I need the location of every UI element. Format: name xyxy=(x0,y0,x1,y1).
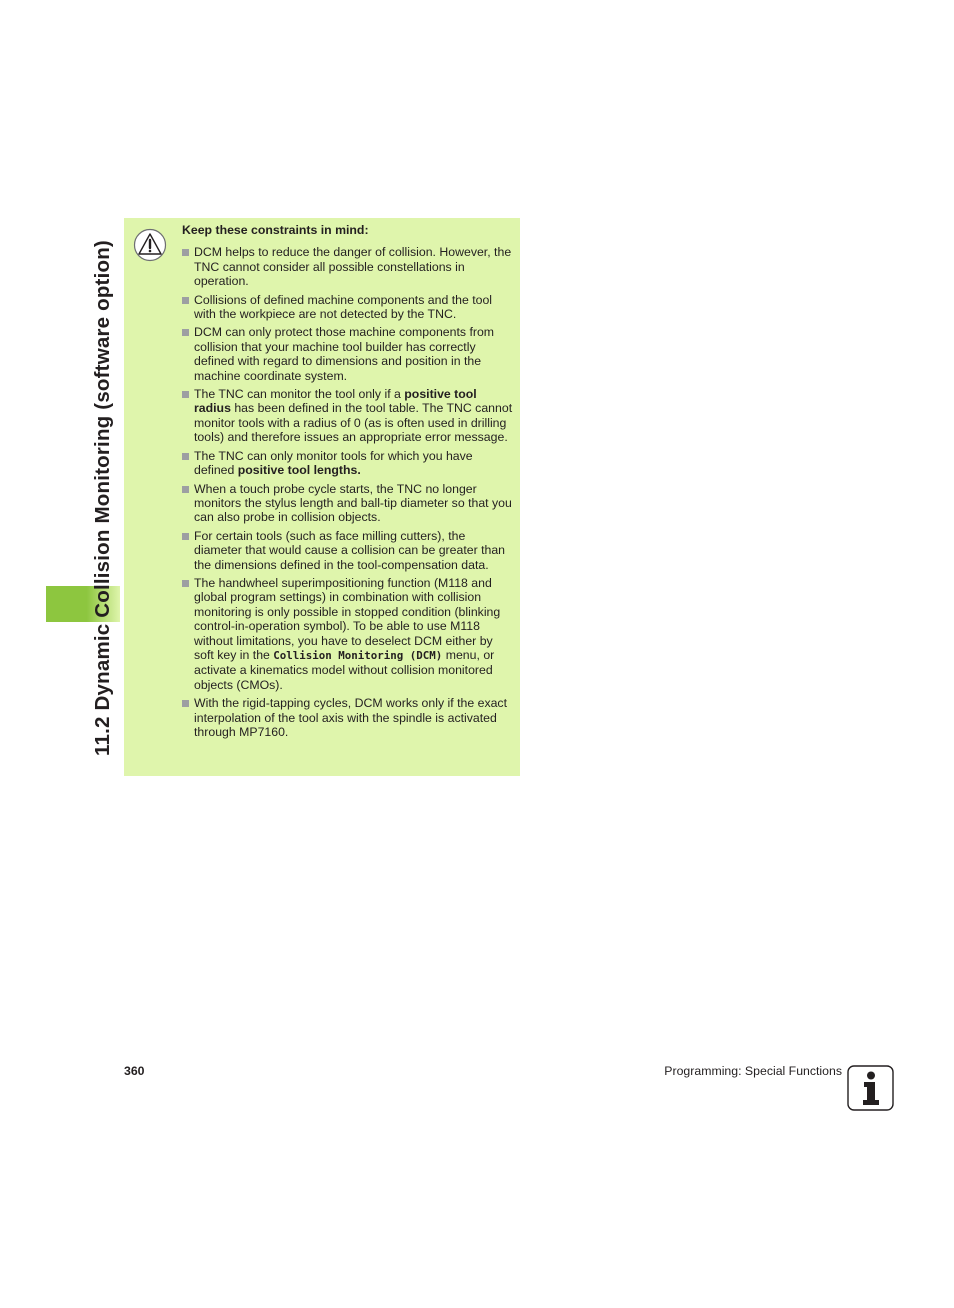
square-bullet-icon xyxy=(182,329,189,336)
constraint-list xyxy=(182,245,514,739)
list-item: The handwheel superimpositioning function (M118 and global program settings) in combination with collision monitoring is only possible in stopped condition (blinking control-in-operation symbol). To be able to use M118 without limitations, you have to deselect DCM either by soft key in the Collision Monitoring (DCM) menu, or activate a kinematics model without collision monitored objects (CMOs). xyxy=(182,576,514,692)
list-item: DCM can only protect those machine components from collision that your machine tool builder has correctly defined with regard to dimensions and position in the machine coordinate system. xyxy=(182,325,514,383)
list-item: The TNC can monitor the tool only if a positive tool radius has been defined in the tool table. The TNC cannot monitor tools with a radius of 0 (as is often used in drilling tools) and therefore issues an appropriate error message. xyxy=(182,387,514,445)
list-item: Collisions of defined machine components and the tool with the workpiece are not detected by the TNC. xyxy=(182,293,514,322)
warning-triangle-icon xyxy=(133,228,167,262)
emphasis-text: positive tool lengths. xyxy=(237,463,361,478)
note-content xyxy=(182,223,514,743)
chapter-title-footer: Programming: Special Functions xyxy=(664,1064,842,1078)
info-icon xyxy=(847,1065,894,1111)
square-bullet-icon xyxy=(182,453,189,460)
square-bullet-icon xyxy=(182,297,189,304)
list-item: For certain tools (such as face milling cutters), the diameter that would cause a collision can be greater than the dimensions defined in the tool-compensation data. xyxy=(182,529,514,572)
page-number: 360 xyxy=(124,1064,145,1078)
list-item: DCM helps to reduce the danger of collision. However, the TNC cannot consider all possible constellations in operation. xyxy=(182,245,514,288)
list-item: With the rigid-tapping cycles, DCM works only if the exact interpolation of the tool axis with the spindle is activated through MP7160. xyxy=(182,696,514,739)
square-bullet-icon xyxy=(182,700,189,707)
square-bullet-icon xyxy=(182,249,189,256)
emphasis-text: positive tool radius xyxy=(194,387,477,416)
square-bullet-icon xyxy=(182,533,189,540)
square-bullet-icon xyxy=(182,580,189,587)
softkey-name: Collision Monitoring (DCM) xyxy=(273,648,443,662)
list-item: The TNC can only monitor tools for which you have defined positive tool lengths. xyxy=(182,449,514,478)
section-title: 11.2 Dynamic Collision Monitoring (software option) xyxy=(91,240,114,756)
note-heading: Keep these constraints in mind: xyxy=(182,223,369,237)
square-bullet-icon xyxy=(182,486,189,493)
list-item: When a touch probe cycle starts, the TNC no longer monitors the stylus length and ball-tip diameter so that you can also probe in collision objects. xyxy=(182,482,514,525)
square-bullet-icon xyxy=(182,391,189,398)
